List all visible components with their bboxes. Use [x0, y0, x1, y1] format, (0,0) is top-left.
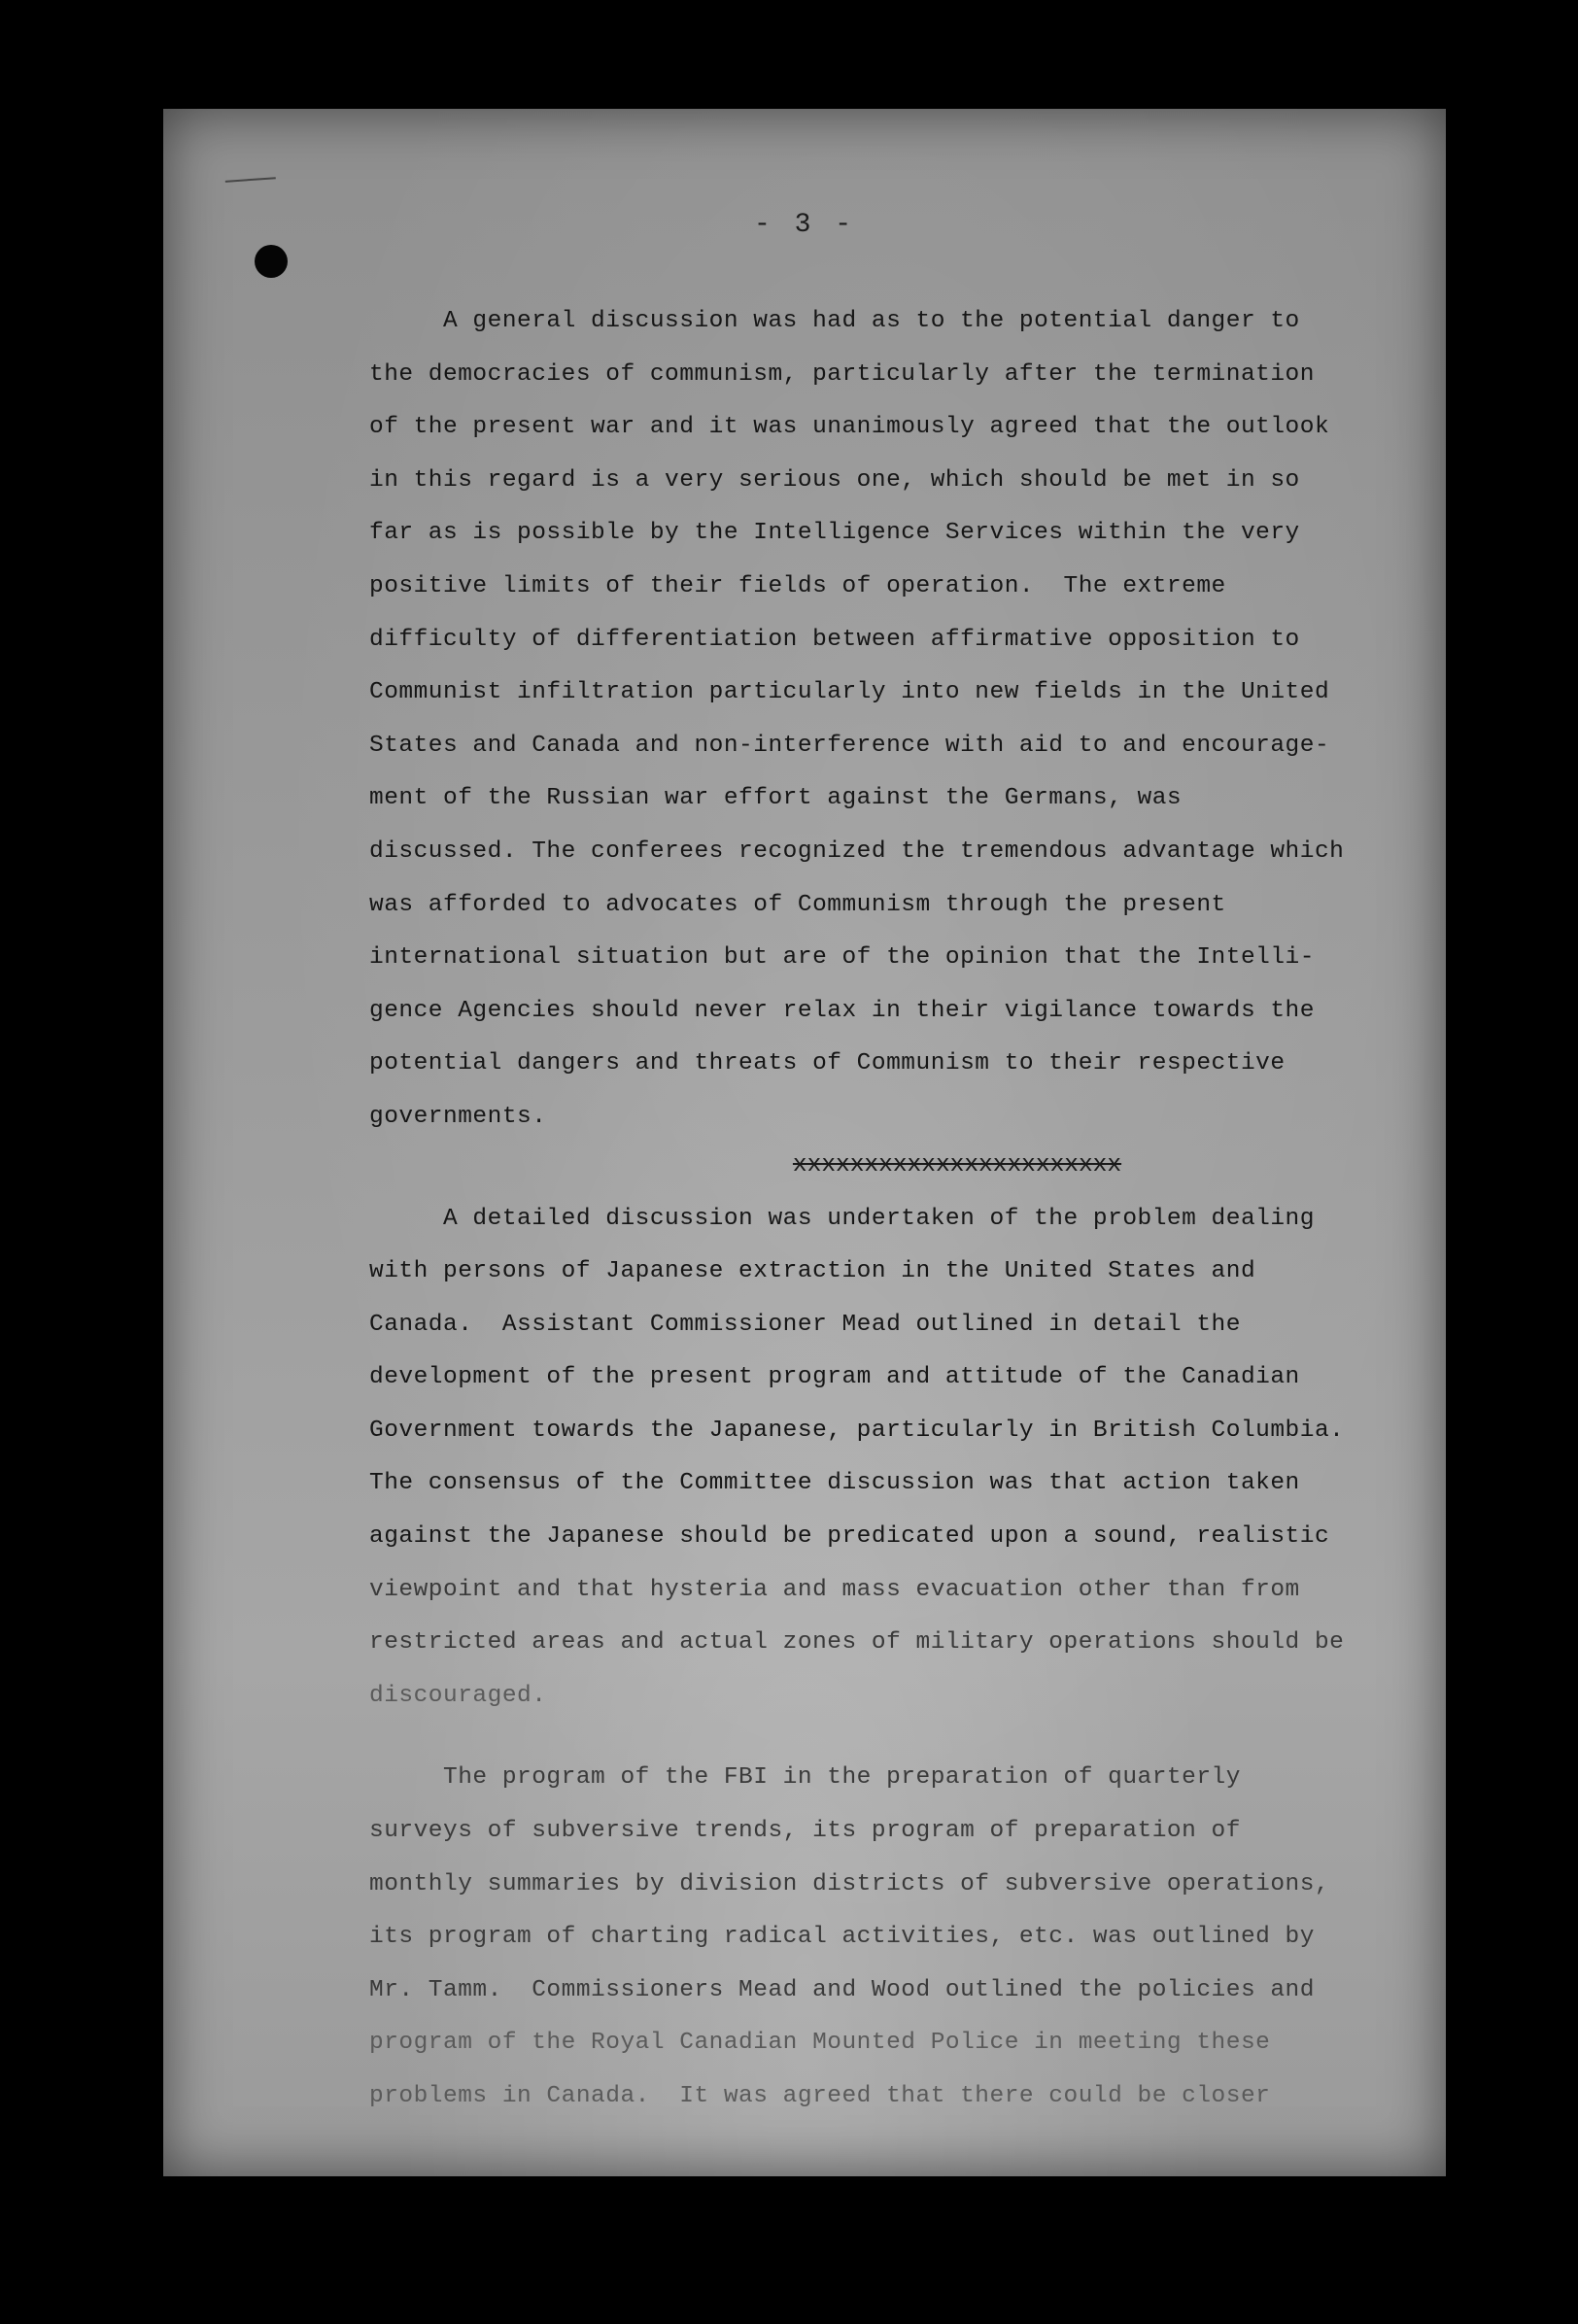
text-line: A general discussion was had as to the potential danger to — [369, 308, 1300, 334]
paragraph-communism — [369, 295, 1428, 1145]
text-line: Canada. Assistant Commissioner Mead outlined in detail the — [369, 1311, 1241, 1338]
text-line: Mr. Tamm. Commissioners Mead and Wood outlined the policies and — [369, 1976, 1315, 2003]
text-line: ment of the Russian war effort against the Germans, was — [369, 785, 1183, 812]
text-line: governments. — [369, 1103, 547, 1130]
paragraph-fbi-program — [369, 1752, 1428, 2123]
section-separator: xxxxxxxxxxxxxxxxxxxxxxx — [792, 1151, 1122, 1179]
document-body — [369, 295, 1428, 2124]
text-line: positive limits of their fields of operation. The extreme — [369, 572, 1226, 599]
text-line: difficulty of differentiation between affirmative opposition to — [369, 626, 1300, 653]
text-line: gence Agencies should never relax in their vigilance towards the — [369, 997, 1315, 1024]
text-line: was afforded to advocates of Communism through the present — [369, 891, 1226, 918]
text-line: viewpoint and that hysteria and mass evacuation other than from — [369, 1576, 1300, 1603]
text-line: States and Canada and non-interference with aid to and encourage- — [369, 732, 1330, 759]
text-line: The program of the FBI in the preparation of quarterly — [369, 1764, 1241, 1792]
text-line: international situation but are of the opinion that the Intelli- — [369, 944, 1315, 972]
text-line: against the Japanese should be predicated upon a sound, realistic — [369, 1523, 1330, 1551]
text-line: Government towards the Japanese, particularly in British Columbia. — [369, 1417, 1345, 1444]
text-line: development of the present program and attitude of the Canadian — [369, 1364, 1300, 1391]
text-line: with persons of Japanese extraction in the United States and — [369, 1258, 1256, 1285]
text-line: far as is possible by the Intelligence Services within the very — [369, 520, 1300, 547]
punch-hole — [255, 245, 288, 278]
text-line: its program of charting radical activities, etc. was outlined by — [369, 1924, 1315, 1951]
text-line: of the present war and it was unanimously agreed that the outlook — [369, 414, 1330, 441]
page-number: - 3 - — [753, 210, 855, 240]
text-line: discussed. The conferees recognized the tremendous advantage which — [369, 837, 1345, 865]
text-line: problems in Canada. It was agreed that there could be closer — [369, 2083, 1271, 2109]
text-line: discouraged. — [369, 1682, 547, 1709]
text-line: program of the Royal Canadian Mounted Police in meeting these — [369, 2030, 1271, 2057]
document-page — [163, 109, 1446, 2176]
text-line: the democracies of communism, particularly after the termination — [369, 360, 1315, 388]
text-line: surveys of subversive trends, its program of preparation of — [369, 1818, 1241, 1845]
text-line: potential dangers and threats of Communism to their respective — [369, 1050, 1286, 1077]
stray-pen-mark — [225, 177, 276, 188]
text-line: restricted areas and actual zones of military operations should be — [369, 1629, 1345, 1657]
text-line: The consensus of the Committee discussion was that action taken — [369, 1470, 1300, 1497]
text-line: A detailed discussion was undertaken of the problem dealing — [369, 1205, 1315, 1232]
text-line: Communist infiltration particularly into new fields in the United — [369, 679, 1330, 706]
paragraph-gap — [369, 1723, 1428, 1752]
text-line: in this regard is a very serious one, which should be met in so — [369, 466, 1300, 494]
paragraph-japanese — [369, 1193, 1428, 1724]
text-line: monthly summaries by division districts of subversive operations, — [369, 1870, 1330, 1897]
